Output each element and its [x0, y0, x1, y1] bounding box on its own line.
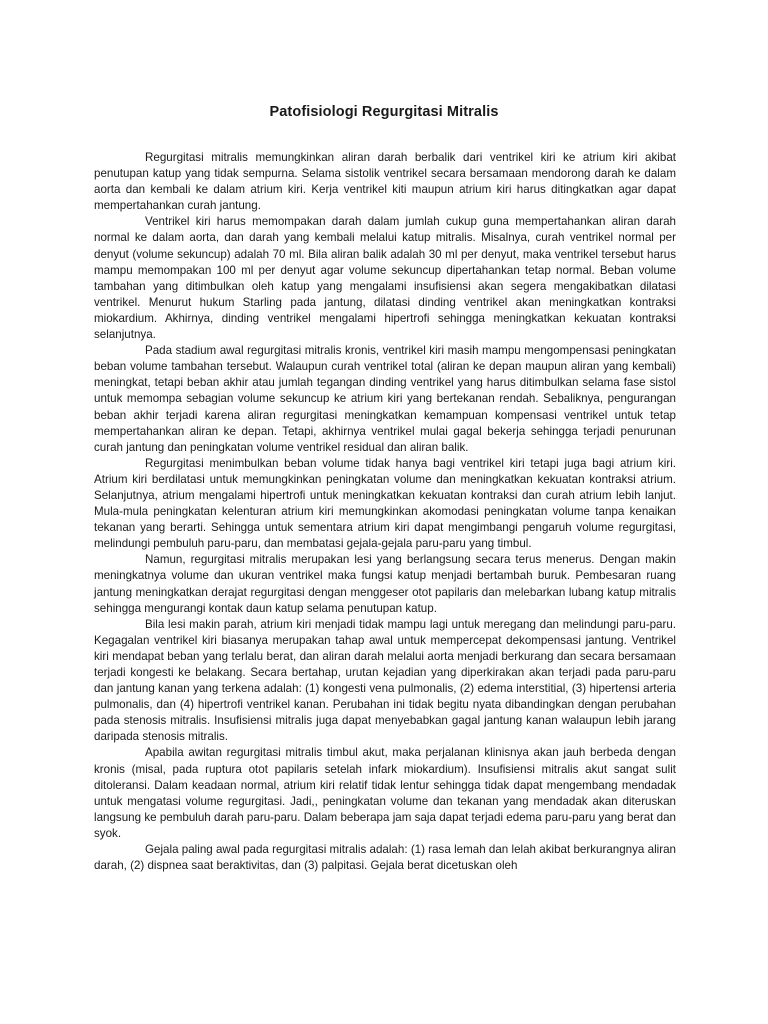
paragraph-8: Gejala paling awal pada regurgitasi mitralis adalah: (1) rasa lemah dan lelah akibat berkurangnya aliran darah, (2) dispnea saat beraktivitas, dan (3) palpitasi. Gejala berat dicetuskan oleh	[94, 843, 676, 873]
paragraph-7: Apabila awitan regurgitasi mitralis timbul akut, maka perjalanan klinisnya akan jauh berbeda dengan kronis (misal, pada ruptura otot papilaris setelah infark miokardium). Insufisiensi mitralis akut sangat sulit ditoleransi. Dalam keadaan normal, atrium kiri relatif tidak lentur sehingga tidak dapat mengembang mendadak untuk mengatasi volume regurgitasi. Jadi,, peningkatan volume dan tekanan yang mendadak akan diteruskan langsung ke pembuluh darah paru-paru. Dalam beberapa jam saja dapat terjadi edema paru-paru yang berat dan syok.	[94, 746, 676, 840]
paragraph-5: Namun, regurgitasi mitralis merupakan lesi yang berlangsung secara terus menerus. Dengan makin meningkatnya volume dan ukuran ventrikel maka fungsi katup menjadi bertambah buruk. Pembesaran ruang jantung meningkatkan derajat regurgitasi dengan menggeser otot papilaris dan melebarkan lubang katup mitralis sehingga mengurangi kontak daun katup selama penutupan katup.	[94, 553, 676, 615]
document-body	[94, 150, 676, 874]
document-title: Patofisiologi Regurgitasi Mitralis	[269, 104, 499, 120]
paragraph-4: Regurgitasi menimbulkan beban volume tidak hanya bagi ventrikel kiri tetapi juga bagi atrium kiri. Atrium kiri berdilatasi untuk memungkinkan peningkatan volume dan meningkatkan kekuatan kontraksi atrium. Selanjutnya, atrium mengalami hipertrofi untuk meningkatkan kekuatan kontraksi dan curah atrium lebih lanjut. Mula-mula peningkatan kelenturan atrium kiri memungkinkan akomodasi peningkatan volume tanpa kenaikan tekanan yang berarti. Sehingga untuk sementara atrium kiri dapat mengimbangi pengaruh volume regurgitasi, melindungi pembuluh paru-paru, dan membatasi gejala-gejala paru-paru yang timbul.	[94, 456, 676, 551]
paragraph-3: Pada stadium awal regurgitasi mitralis kronis, ventrikel kiri masih mampu mengompensasi peningkatan beban volume tambahan tersebut. Walaupun curah ventrikel total (aliran ke depan maupun aliran yang kembali) meningkat, tetapi beban akhir atau jumlah tegangan dinding ventrikel yang harus ditimbulkan selama fase sistol untuk memompa sebagian volume sekuncup ke atrium kiri yang bertekanan rendah. Sebaliknya, pengurangan beban akhir terjadi karena aliran regurgitasi meningkatkan kemampuan kompensasi ventrikel untuk tetap mempertahankan aliran ke depan. Tetapi, akhirnya ventrikel mulai gagal bekerja sehingga terjadi penurunan curah jantung dan peningkatan volume ventrikel residual dan aliran balik.	[94, 344, 676, 454]
paragraph-6: Bila lesi makin parah, atrium kiri menjadi tidak mampu lagi untuk meregang dan melindungi paru-paru. Kegagalan ventrikel kiri biasanya merupakan tahap awal untuk mempercepat dekompensasi jantung. Ventrikel kiri mendapat beban yang terlalu berat, dan aliran darah melalui aorta menjadi berkurang dan secara bersamaan terjadi kongesti ke belakang. Secara bertahap, urutan kejadian yang diperkirakan akan terjadi pada paru-paru dan jantung kanan yang terkena adalah: (1) kongesti vena pulmonalis, (2) edema interstitial, (3) hipertensi arteria pulmonalis, dan (4) hipertrofi ventrikel kanan. Perubahan ini tidak begitu nyata dibandingkan dengan perubahan pada stenosis mitralis. Insufisiensi mitralis juga dapat menyebabkan gagal jantung kanan walaupun lebih jarang daripada stenosis mitralis.	[94, 617, 676, 744]
paragraph-2: Ventrikel kiri harus memompakan darah dalam jumlah cukup guna mempertahankan aliran darah normal ke dalam aorta, dan darah yang kembali melalui katup mitralis. Misalnya, curah ventrikel normal per denyut (volume sekuncup) adalah 70 ml. Bila aliran balik adalah 30 ml per denyut, maka ventrikel tersebut harus mampu memompakan 100 ml per denyut agar volume sekuncup dipertahankan tetap normal. Beban volume tambahan yang ditimbulkan oleh katup yang mengalami insufisiensi akan segera mengakibatkan dilatasi ventrikel. Menurut hukum Starling pada jantung, dilatasi dinding ventrikel akan meningkatkan kontraksi miokardium. Akhirnya, dinding ventrikel mengalami hipertrofi sehingga meningkatkan kekuatan kontraksi selanjutnya.	[94, 215, 676, 342]
paragraph-1: Regurgitasi mitralis memungkinkan aliran darah berbalik dari ventrikel kiri ke atrium kiri akibat penutupan katup yang tidak sempurna. Selama sistolik ventrikel secara bersamaan mendorong darah ke dalam aorta dan kembali ke dalam atrium kiri. Kerja ventrikel kiti maupun atrium kiri harus ditingkatkan agar dapat mempertahankan curah jantung.	[94, 151, 676, 213]
